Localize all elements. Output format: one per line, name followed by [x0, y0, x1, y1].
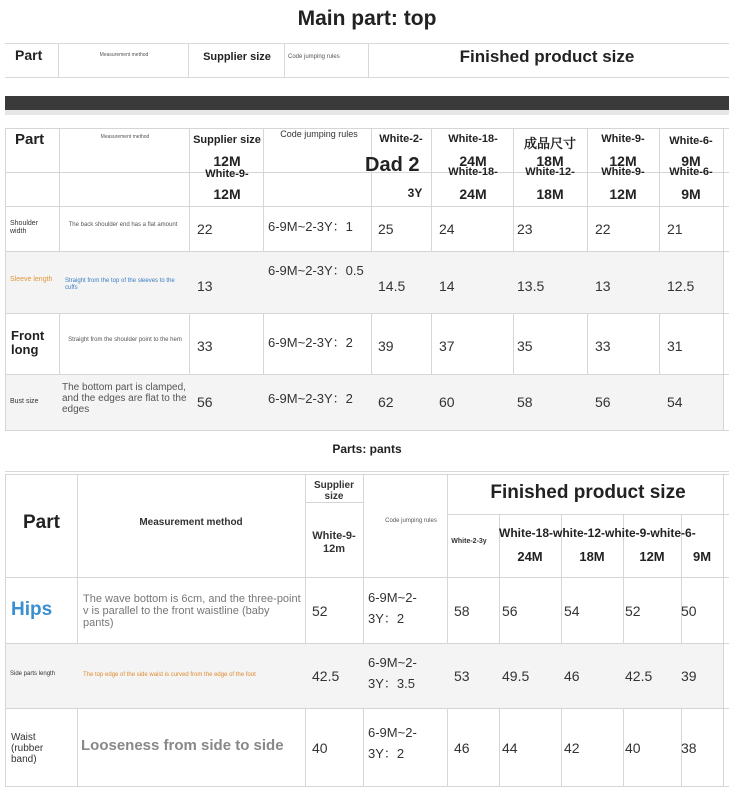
- table-row: [5, 643, 729, 708]
- row-value: 60: [439, 394, 455, 410]
- row-method: Straight from the top of the sleeves to the cuffs: [65, 278, 175, 291]
- row-value: 14.5: [378, 278, 406, 294]
- row-value: 24: [439, 221, 455, 237]
- top-size-col-2-extra2: 24M: [459, 186, 487, 202]
- top-table-method-header: Measurement method: [100, 134, 150, 140]
- row-value: 56: [595, 394, 611, 410]
- row-value: 54: [667, 394, 683, 410]
- row-value: 56: [502, 603, 518, 619]
- table-row: [5, 577, 729, 643]
- top-size-col-2-line1: White-18-: [448, 133, 498, 145]
- row-rules: 6-9M~2-3Y：2: [268, 335, 353, 350]
- top-title: Main part: top: [297, 7, 437, 30]
- row-value: 62: [378, 394, 394, 410]
- top-size-col-1-line2: 3Y: [407, 186, 423, 200]
- top-size-col-4-line2: 12M: [609, 153, 637, 169]
- row-value: 33: [595, 338, 611, 354]
- pants-finished-header: Finished product size: [490, 482, 686, 503]
- top-header-part: Part: [15, 47, 43, 63]
- top-size-col-4-extra2: 12M: [609, 186, 637, 202]
- top-size-col-5-extra2: 9M: [681, 186, 701, 202]
- top-header-rules: Code jumping rules: [288, 54, 340, 60]
- row-supplier: 33: [197, 338, 213, 354]
- row-value: 52: [625, 603, 641, 619]
- pants-rules-header: Code jumping rules: [385, 518, 437, 524]
- row-supplier: 13: [197, 278, 213, 294]
- top-size-col-1-line1: White-2-: [379, 133, 423, 145]
- row-value: 39: [378, 338, 394, 354]
- row-value: 44: [502, 740, 518, 756]
- row-value: 23: [517, 221, 533, 237]
- top-table-supplier-sub: 12M: [213, 153, 241, 169]
- top-table-part-header: Part: [15, 131, 45, 148]
- pants-supplier-sub: White-9-12m: [312, 530, 356, 555]
- section-divider: [5, 96, 729, 110]
- row-value: 37: [439, 338, 455, 354]
- top-table-overlay-text: Dad 2: [365, 154, 420, 176]
- pants-size-col-3-line1: white-12-: [553, 526, 606, 540]
- row-rules: 6-9M~2-3Y：2: [368, 725, 417, 761]
- row-supplier: 52: [312, 603, 328, 619]
- top-size-col-3-line1: 成品尺寸: [523, 136, 576, 151]
- row-value: 54: [564, 603, 580, 619]
- row-part: Side parts length: [10, 671, 56, 677]
- row-supplier: 22: [197, 221, 213, 237]
- row-value: 39: [681, 668, 697, 684]
- row-value: 12.5: [667, 278, 695, 294]
- row-method: The bottom part is clamped, and the edges are flat to the edges: [62, 382, 187, 415]
- row-value: 14: [439, 278, 455, 294]
- pants-size-col-5-line2: 9M: [692, 549, 712, 564]
- row-rules: 6-9M~2-3Y：2: [268, 391, 353, 406]
- row-part: Waist (rubber band): [11, 732, 44, 765]
- row-value: 46: [564, 668, 580, 684]
- pants-supplier-header: Supplier size: [313, 480, 354, 502]
- row-value: 58: [517, 394, 533, 410]
- top-size-col-4-line1: White-9-: [601, 133, 645, 145]
- row-value: 13: [595, 278, 611, 294]
- row-value: 53: [454, 668, 470, 684]
- row-value: 42: [564, 740, 580, 756]
- top-header-finished: Finished product size: [459, 47, 635, 66]
- table-row: [5, 313, 729, 374]
- row-method: The top edge of the side waist is curved from the edge of the foot: [83, 672, 256, 678]
- top-section: [5, 0, 729, 80]
- row-part: Front long: [11, 328, 45, 357]
- top-size-col-3-extra1: White-12-: [525, 166, 575, 178]
- row-part: Shoulder width: [10, 220, 39, 235]
- row-value: 13.5: [517, 278, 545, 294]
- pants-title: Parts: pants: [332, 442, 402, 456]
- row-supplier: 56: [197, 394, 213, 410]
- pants-size-col-2-line1: White-18-: [499, 526, 553, 540]
- row-method: Looseness from side to side: [81, 737, 284, 754]
- top-table: [5, 128, 729, 430]
- row-value: 38: [681, 740, 697, 756]
- top-table-supplier-sub3: 12M: [213, 186, 241, 202]
- row-value: 21: [667, 221, 683, 237]
- row-method: Straight from the shoulder point to the hem: [68, 337, 182, 343]
- pants-size-col-3-line2: 18M: [579, 549, 605, 564]
- top-size-col-2-extra1: White-18-: [448, 166, 498, 178]
- table-row: [5, 206, 729, 251]
- row-rules: 6-9M~2-3Y：2: [368, 590, 417, 626]
- pants-size-col-5-line1: white-6-: [650, 526, 696, 540]
- row-value: 31: [667, 338, 683, 354]
- row-rules: 6-9M~2-3Y：1: [268, 219, 353, 234]
- row-value: 50: [681, 603, 697, 619]
- top-size-col-4-extra1: White-9-: [601, 166, 645, 178]
- top-size-col-3-extra2: 18M: [536, 186, 564, 202]
- row-value: 49.5: [502, 668, 530, 684]
- row-value: 42.5: [625, 668, 653, 684]
- pants-title-bar: [5, 430, 729, 472]
- top-size-col-2-line2: 24M: [459, 153, 487, 169]
- row-value: 46: [454, 740, 470, 756]
- table-row: [5, 374, 729, 430]
- row-value: 25: [378, 221, 394, 237]
- row-supplier: 40: [312, 740, 328, 756]
- row-method: The back shoulder end has a flat amount: [68, 222, 178, 228]
- top-size-col-5-line1: White-6-: [669, 135, 713, 147]
- pants-size-col-2-line2: 24M: [517, 549, 543, 564]
- pants-size-col-4-line2: 12M: [639, 549, 665, 564]
- row-part: Bust size: [10, 398, 39, 405]
- top-size-col-5-line2: 9M: [681, 153, 701, 169]
- pants-size-header-line: [499, 526, 729, 540]
- top-header-method: Measurement method: [99, 52, 149, 58]
- top-header-supplier: Supplier size: [203, 51, 271, 63]
- row-rules: 6-9M~2-3Y：3.5: [368, 655, 417, 691]
- row-part: Sleeve length: [10, 276, 53, 283]
- row-supplier: 42.5: [312, 668, 340, 684]
- row-rules: 6-9M~2-3Y：0.5: [268, 263, 364, 278]
- row-value: 22: [595, 221, 611, 237]
- row-value: 40: [625, 740, 641, 756]
- top-table-supplier-header: Supplier size: [193, 134, 261, 146]
- pants-method-header: Measurement method: [139, 517, 243, 528]
- pants-size-col-1: White-2-3y: [451, 538, 487, 545]
- row-value: 58: [454, 603, 470, 619]
- pants-part-header: Part: [23, 512, 60, 533]
- top-size-col-3-line2: 18M: [536, 153, 564, 169]
- row-part: Hips: [11, 599, 53, 620]
- table-row: [5, 708, 729, 786]
- pants-size-col-4-line1: white-9-: [605, 526, 651, 540]
- top-size-col-5-extra1: White-6-: [669, 166, 713, 178]
- pants-table: [5, 474, 729, 787]
- row-value: 35: [517, 338, 533, 354]
- row-method: The wave bottom is 6cm, and the three-point v is parallel to the front waistline (baby pants): [83, 593, 301, 629]
- table-row: [5, 251, 729, 313]
- top-table-supplier-sub2: White-9-: [205, 168, 249, 180]
- top-table-rules-header: Code jumping rules: [280, 129, 358, 139]
